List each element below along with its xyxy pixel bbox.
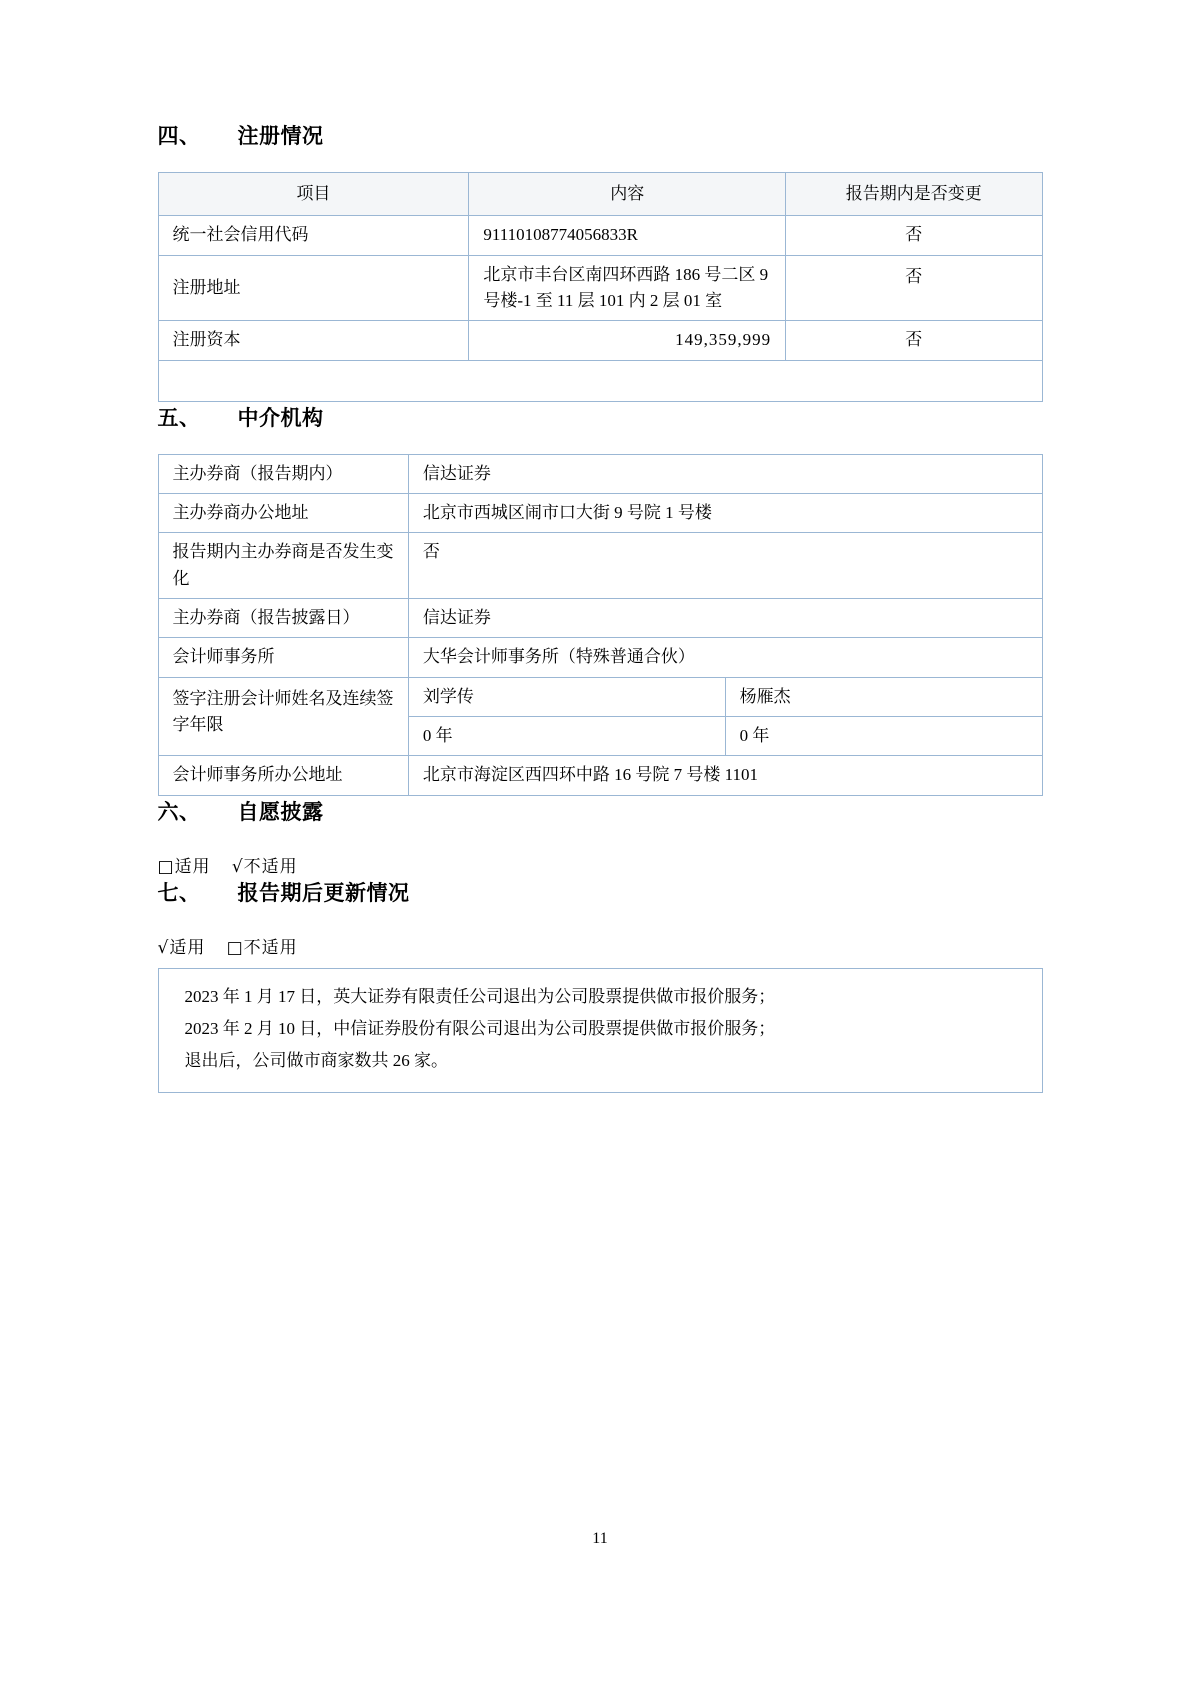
cell-value-signer-years-2: 0 年 [725, 717, 1042, 756]
voluntary-not-applicable-label: 不适用 [243, 856, 298, 876]
cell-label-broker-disclosure: 主办券商（报告披露日） [158, 599, 408, 638]
page-number: 11 [592, 1530, 608, 1547]
table-row-empty [158, 360, 1042, 401]
cell-content-capital: 149,359,999 [469, 321, 786, 360]
voluntary-applicable-label: 适用 [174, 856, 211, 876]
note-line: 2023 年 2 月 10 日，中信证券股份有限公司退出为公司股票提供做市报价服务； [184, 1019, 776, 1039]
cell-item-capital: 注册资本 [158, 321, 469, 360]
cell-changed-capital: 否 [786, 321, 1042, 360]
section-heading-post-period-updates [158, 877, 1043, 907]
cell-value-broker-changed: 否 [408, 533, 1042, 599]
table-row [158, 599, 1042, 638]
voluntary-not-applicable-option[interactable] [232, 857, 298, 876]
intermediaries-table-body [158, 454, 1042, 795]
col-header-changed: 报告期内是否变更 [786, 173, 1042, 216]
cell-label-signing-cpa: 签字注册会计师姓名及连续签字年限 [158, 677, 408, 756]
section-title-post-period-updates: 报告期后更新情况 [237, 881, 410, 905]
section-title-registration: 注册情况 [237, 125, 324, 148]
cell-empty [158, 360, 1042, 401]
cell-label-broker-address: 主办券商办公地址 [158, 494, 408, 533]
cell-item-address: 注册地址 [158, 255, 469, 321]
cell-changed-address: 否 [786, 255, 1042, 321]
section-title-voluntary-disclosure: 自愿披露 [237, 800, 324, 824]
post-period-not-applicable-label: 不适用 [243, 937, 298, 957]
checkbox-checked-icon[interactable]: √ [157, 937, 170, 958]
section-number-registration: 四、 [157, 125, 201, 148]
cell-label-broker-period: 主办券商（报告期内） [158, 454, 408, 493]
checkbox-unchecked-icon[interactable]: □ [157, 856, 175, 877]
table-row [158, 216, 1042, 255]
checkbox-unchecked-icon[interactable]: □ [226, 937, 244, 958]
note-line: 2023 年 1 月 17 日，英大证券有限责任公司退出为公司股票提供做市报价服务； [184, 986, 776, 1006]
table-row [158, 677, 1042, 716]
section-number-intermediaries: 五、 [157, 406, 201, 430]
registration-table-head [158, 173, 1042, 216]
table-row [158, 638, 1042, 677]
cell-content-address: 北京市丰台区南四环西路 186 号二区 9 号楼-1 至 11 层 101 内 2 层 01 室 [469, 255, 786, 321]
table-row [158, 321, 1042, 360]
intermediaries-table [158, 454, 1043, 796]
cell-label-accounting-firm: 会计师事务所 [158, 638, 408, 677]
cell-value-broker-address: 北京市西城区闹市口大街 9 号院 1 号楼 [408, 494, 1042, 533]
post-period-notes-box [158, 968, 1043, 1093]
table-row [158, 533, 1042, 599]
registration-table [158, 172, 1043, 402]
cell-value-signer-name-1: 刘学传 [408, 677, 725, 716]
voluntary-disclosure-applicability [158, 852, 1043, 877]
table-row [158, 494, 1042, 533]
page-content [158, 120, 1043, 1093]
cell-item-credit-code: 统一社会信用代码 [158, 216, 469, 255]
table-row [158, 756, 1042, 795]
cell-label-broker-changed: 报告期内主办券商是否发生变化 [158, 533, 408, 599]
table-row [158, 255, 1042, 321]
post-period-not-applicable-option[interactable] [227, 938, 298, 957]
section-number-post-period-updates: 七、 [157, 881, 201, 905]
section-number-voluntary-disclosure: 六、 [157, 800, 201, 824]
post-period-applicable-option[interactable] [158, 938, 206, 957]
post-period-applicable-label: 适用 [169, 937, 206, 957]
table-row [158, 454, 1042, 493]
cell-value-accounting-firm: 大华会计师事务所（特殊普通合伙） [408, 638, 1042, 677]
col-header-item: 项目 [158, 173, 469, 216]
section-heading-intermediaries [158, 402, 1043, 432]
voluntary-applicable-option[interactable] [158, 857, 211, 876]
post-period-applicability [158, 933, 1043, 958]
table-header-row [158, 173, 1042, 216]
col-header-content: 内容 [469, 173, 786, 216]
cell-value-signer-name-2: 杨雁杰 [725, 677, 1042, 716]
note-line: 退出后，公司做市商家数共 26 家。 [184, 1051, 448, 1071]
section-heading-voluntary-disclosure [158, 796, 1043, 826]
cell-value-signer-years-1: 0 年 [408, 717, 725, 756]
cell-label-firm-address: 会计师事务所办公地址 [158, 756, 408, 795]
cell-changed-credit-code: 否 [786, 216, 1042, 255]
checkbox-checked-icon[interactable]: √ [231, 856, 244, 877]
cell-content-credit-code: 91110108774056833R [469, 216, 786, 255]
section-heading-registration [158, 120, 1043, 150]
cell-value-broker-period: 信达证券 [408, 454, 1042, 493]
section-title-intermediaries: 中介机构 [237, 406, 324, 430]
registration-table-body [158, 216, 1042, 401]
cell-value-broker-disclosure: 信达证券 [408, 599, 1042, 638]
cell-value-firm-address: 北京市海淀区西四环中路 16 号院 7 号楼 1101 [408, 756, 1042, 795]
